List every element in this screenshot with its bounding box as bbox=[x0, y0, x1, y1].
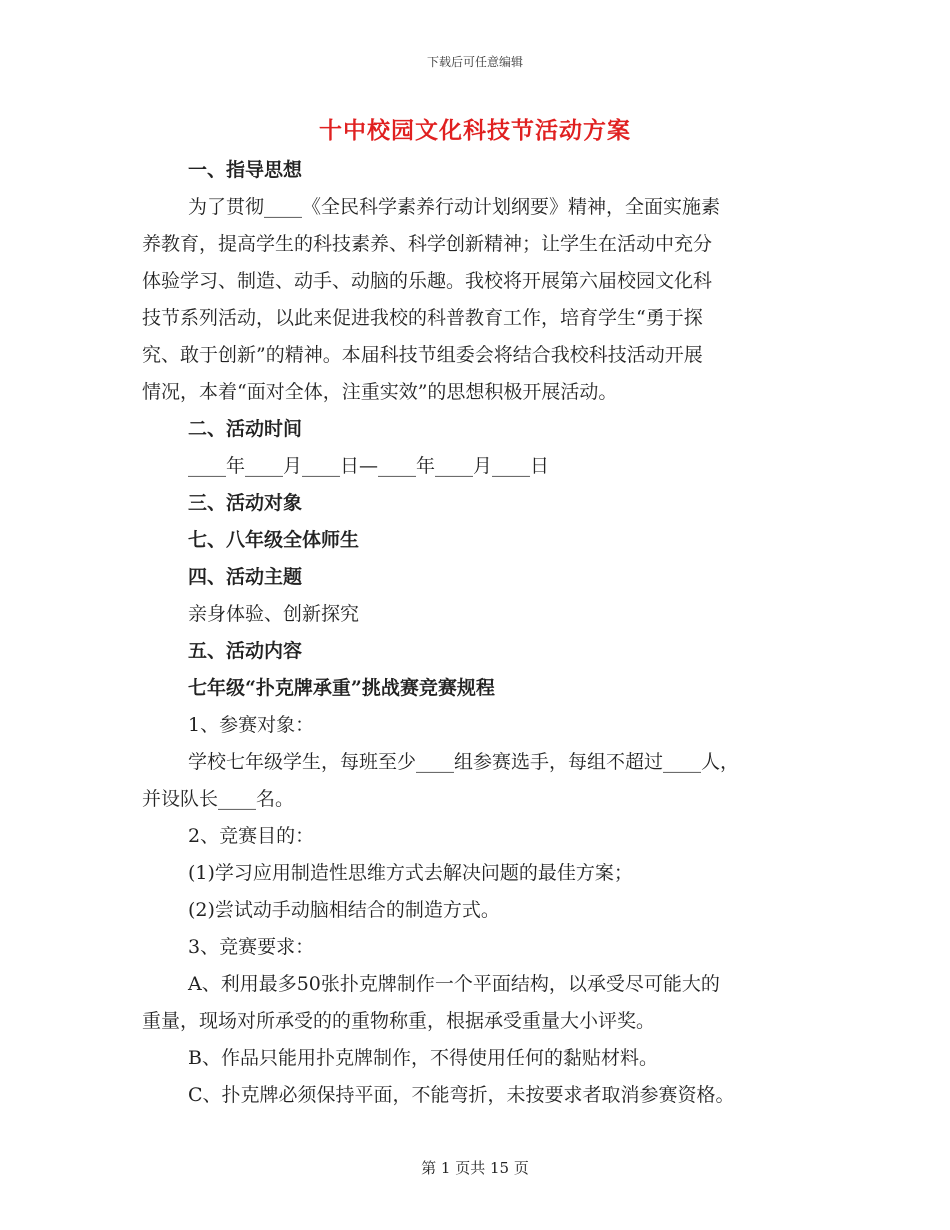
paragraph-line: C、扑克牌必须保持平面，不能弯折，未按要求者取消参赛资格。 bbox=[188, 1084, 735, 1106]
paragraph-line: 亲身体验、创新探究 bbox=[188, 603, 360, 625]
paragraph-line: 学校七年级学生，每班至少____组参赛选手，每组不超过____人， bbox=[188, 751, 740, 773]
paragraph-line: 究、敢于创新”的精神。本届科技节组委会将结合我校科技活动开展 bbox=[142, 344, 703, 366]
paragraph-line: 技节系列活动，以此来促进我校的科普教育工作，培育学生“勇于探 bbox=[142, 307, 703, 329]
section-heading: 七、八年级全体师生 bbox=[188, 529, 360, 551]
paragraph-line: A、利用最多50张扑克牌制作一个平面结构，以承受尽可能大的 bbox=[188, 973, 720, 995]
document-title: 十中校园文化科技节活动方案 bbox=[319, 117, 631, 144]
paragraph-line: B、作品只能用扑克牌制作，不得使用任何的黏贴材料。 bbox=[188, 1047, 658, 1069]
header-note: 下载后可任意编辑 bbox=[426, 55, 523, 69]
paragraph-line: 重量，现场对所承受的的重物称重，根据承受重量大小评奖。 bbox=[142, 1010, 656, 1032]
paragraph-line: (2)尝试动手动脑相结合的制造方式。 bbox=[188, 899, 500, 921]
paragraph-line: 并设队长____名。 bbox=[142, 788, 295, 810]
section-heading: 五、活动内容 bbox=[188, 640, 303, 662]
section-heading: 四、活动主题 bbox=[188, 566, 303, 588]
paragraph-line: (1)学习应用制造性思维方式去解决问题的最佳方案； bbox=[188, 862, 633, 884]
paragraph-line: 养教育，提高学生的科技素养、科学创新精神；让学生在活动中充分 bbox=[142, 233, 713, 255]
paragraph-line: 体验学习、制造、动手、动脑的乐趣。我校将开展第六届校园文化科 bbox=[142, 270, 713, 292]
paragraph-line: 为了贯彻____《全民科学素养行动计划纲要》精神，全面实施素 bbox=[188, 196, 721, 218]
paragraph-line: 情况，本着“面对全体，注重实效”的思想积极开展活动。 bbox=[142, 381, 618, 403]
section-heading: 三、活动对象 bbox=[188, 492, 303, 514]
document-body bbox=[142, 152, 810, 1114]
paragraph-line: 3、竞赛要求： bbox=[188, 936, 315, 958]
section-heading: 七年级“扑克牌承重”挑战赛竞赛规程 bbox=[188, 677, 495, 699]
section-heading: 二、活动时间 bbox=[188, 418, 303, 440]
paragraph-line: 1、参赛对象： bbox=[188, 714, 315, 736]
page-number: 第 1 页共 15 页 bbox=[421, 1159, 529, 1177]
paragraph-line: ____年____月____日—____年____月____日 bbox=[188, 455, 550, 477]
section-heading: 一、指导思想 bbox=[188, 159, 303, 181]
paragraph-line: 2、竞赛目的： bbox=[188, 825, 315, 847]
